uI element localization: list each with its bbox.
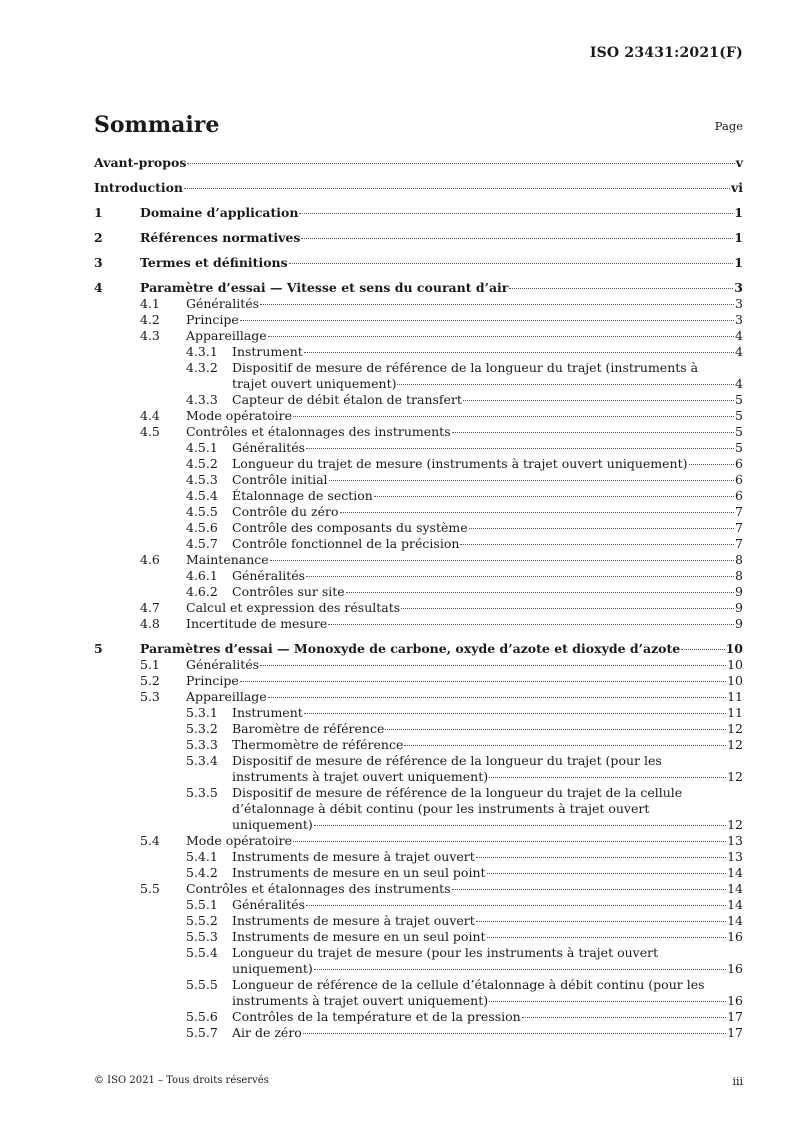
toc-entry[interactable] [94,929,743,945]
toc-entry-number: 5.5.1 [186,897,218,912]
toc-leader-dots [293,841,726,842]
toc-leader-dots [301,238,733,239]
toc-entry-number: 5 [94,641,103,656]
toc-entry[interactable] [94,865,743,881]
toc-entry-title: Instruments de mesure en un seul point [232,929,486,944]
toc-entry-number: 4.6 [140,552,160,567]
toc-entry-page: 9 [735,584,743,599]
toc-entry-title: Longueur du trajet de mesure (pour les instruments à trajet ouvert [232,945,659,960]
toc-leader-dots [489,1001,726,1002]
toc-entry-title: Paramètre d’essai — Vitesse et sens du courant d’air [140,280,509,295]
toc-leader-dots [306,905,726,906]
toc-entry-title: Instruments de mesure à trajet ouvert [232,913,475,928]
toc-entry-title: Dispositif de mesure de référence de la longueur du trajet (instruments à [232,360,699,375]
page-column-label: Page [714,119,743,133]
toc-entry-title: Introduction [94,180,184,195]
toc-entry[interactable] [94,392,743,408]
toc-entry-number: 4.1 [140,296,160,311]
toc-entry-title: Dispositif de mesure de référence de la longueur du trajet (pour les [232,753,662,768]
toc-entry-page: 12 [727,721,743,736]
toc-entry[interactable] [94,737,743,753]
toc-entry-page: 8 [735,568,743,583]
toc-entry[interactable] [94,801,743,817]
toc-entry-page: 6 [735,488,743,503]
toc-entry[interactable] [94,568,743,584]
toc-entry[interactable] [94,849,743,865]
toc-entry[interactable] [94,180,743,196]
toc-entry-page: 14 [727,913,743,928]
toc-entry[interactable] [94,641,743,657]
toc-leader-dots [487,937,727,938]
toc-entry-page: 12 [727,817,743,832]
toc-entry-number: 5.1 [140,657,160,672]
toc-entry-title: Instruments de mesure en un seul point [232,865,486,880]
toc-leader-dots [187,163,734,164]
toc-entry[interactable] [94,993,743,1009]
toc-entry-number: 5.2 [140,673,160,688]
toc-entry-number: 5.4.2 [186,865,218,880]
toc-entry[interactable] [94,155,743,171]
toc-entry[interactable] [94,456,743,472]
toc-entry-page: 11 [727,689,743,704]
toc-leader-dots [304,352,734,353]
toc-entry-number: 2 [94,230,103,245]
toc-leader-dots [452,889,726,890]
toc-entry-number: 4.5.6 [186,520,218,535]
toc-entry[interactable] [94,1025,743,1041]
toc-entry[interactable] [94,440,743,456]
toc-entry-title: Contrôle des composants du système [232,520,468,535]
toc-entry-page: 1 [734,255,743,270]
toc-entry[interactable] [94,897,743,913]
toc-entry[interactable] [94,408,743,424]
toc-entry-title: uniquement) [232,817,313,832]
toc-entry[interactable] [94,833,743,849]
toc-entry-page: 14 [727,881,743,896]
toc-entry-title: Références normatives [140,230,301,245]
toc-leader-dots [340,512,735,513]
toc-leader-dots [184,188,730,189]
toc-entry-number: 4.5.4 [186,488,218,503]
toc-entry-title: Thermomètre de référence [232,737,404,752]
toc-leader-dots [404,745,726,746]
toc-entry-page: 5 [735,440,743,455]
toc-entry-number: 5.3 [140,689,160,704]
toc-entry[interactable] [94,312,743,328]
toc-leader-dots [299,213,733,214]
toc-entry-title: Contrôle fonctionnel de la précision [232,536,460,551]
toc-entry[interactable] [94,552,743,568]
toc-entry-number: 5.3.5 [186,785,218,800]
table-of-contents [94,155,743,1041]
toc-entry[interactable] [94,360,743,376]
toc-entry[interactable] [94,913,743,929]
toc-entry[interactable] [94,769,743,785]
toc-entry[interactable] [94,280,743,296]
toc-entry-number: 3 [94,255,103,270]
toc-entry-number: 4.5.2 [186,456,218,471]
toc-entry[interactable] [94,472,743,488]
toc-entry[interactable] [94,504,743,520]
toc-leader-dots [681,649,724,650]
toc-leader-dots [240,681,726,682]
toc-entry-number: 4 [94,280,103,295]
toc-entry-page: 16 [727,929,743,944]
toc-entry-number: 4.8 [140,616,160,631]
toc-entry[interactable] [94,205,743,221]
toc-entry[interactable] [94,881,743,897]
toc-entry-number: 5.5.5 [186,977,218,992]
toc-entry-title: uniquement) [232,961,313,976]
toc-leader-dots [270,560,734,561]
toc-entry-page: 1 [734,205,743,220]
toc-entry[interactable] [94,657,743,673]
toc-entry-page: 10 [727,657,743,672]
toc-entry-page: 5 [735,408,743,423]
toc-entry-page: 7 [735,504,743,519]
toc-entry-title: Appareillage [186,328,267,343]
toc-entry[interactable] [94,673,743,689]
toc-leader-dots [689,464,735,465]
toc-entry-title: Généralités [186,657,260,672]
toc-entry[interactable] [94,520,743,536]
toc-leader-dots [374,496,734,497]
toc-entry-page: 9 [735,600,743,615]
toc-entry-title: Instrument [232,344,303,359]
toc-leader-dots [397,384,734,385]
toc-leader-dots [306,576,734,577]
toc-leader-dots [268,697,726,698]
toc-entry-title: Baromètre de référence [232,721,385,736]
toc-entry[interactable] [94,689,743,705]
toc-leader-dots [289,263,734,264]
toc-entry-title: instruments à trajet ouvert uniquement) [232,993,489,1008]
toc-entry[interactable] [94,785,743,801]
toc-entry-title: Termes et définitions [140,255,288,270]
toc-entry-number: 4.4 [140,408,160,423]
toc-entry-page: 11 [727,705,743,720]
toc-entry-number: 4.6.1 [186,568,218,583]
toc-entry[interactable] [94,721,743,737]
toc-entry[interactable] [94,1009,743,1025]
toc-entry[interactable] [94,255,743,271]
toc-entry-title: Dispositif de mesure de référence de la longueur du trajet de la cellule [232,785,683,800]
toc-entry[interactable] [94,584,743,600]
toc-entry[interactable] [94,488,743,504]
toc-leader-dots [260,304,734,305]
document-id: ISO 23431:2021(F) [589,45,743,61]
toc-leader-dots [522,1017,726,1018]
toc-entry-page: 16 [727,961,743,976]
toc-entry-number: 5.5.2 [186,913,218,928]
toc-entry[interactable] [94,296,743,312]
toc-leader-dots [509,288,733,289]
toc-entry-number: 4.5.7 [186,536,218,551]
toc-entry-page: 6 [735,456,743,471]
toc-entry-title: Calcul et expression des résultats [186,600,401,615]
toc-leader-dots [463,400,734,401]
toc-entry-number: 5.5.7 [186,1025,218,1040]
toc-entry[interactable] [94,977,743,993]
toc-entry-page: 5 [735,392,743,407]
toc-leader-dots [460,544,734,545]
toc-entry-title: Contrôles de la température et de la pression [232,1009,521,1024]
toc-entry-number: 5.3.1 [186,705,218,720]
toc-entry[interactable] [94,817,743,833]
toc-entry[interactable] [94,753,743,769]
toc-entry-number: 4.5.5 [186,504,218,519]
toc-entry-title: Généralités [232,897,306,912]
toc-entry-title: Mode opératoire [186,408,292,423]
toc-leader-dots [306,448,734,449]
footer-copyright: © ISO 2021 – Tous droits réservés [94,1075,269,1086]
toc-entry-title: Généralités [186,296,260,311]
toc-leader-dots [452,432,734,433]
toc-entry[interactable] [94,344,743,360]
toc-entry[interactable] [94,230,743,246]
toc-entry-number: 5.4 [140,833,160,848]
toc-entry-page: 3 [735,312,743,327]
toc-leader-dots [304,713,726,714]
toc-entry-title: Air de zéro [232,1025,302,1040]
toc-entry-title: d’étalonnage à débit continu (pour les instruments à trajet ouvert [232,801,650,816]
toc-entry-number: 4.3.1 [186,344,218,359]
toc-entry-title: Contrôles et étalonnages des instruments [186,881,451,896]
toc-entry-title: Instrument [232,705,303,720]
toc-leader-dots [476,921,726,922]
toc-entry-title: Paramètres d’essai — Monoxyde de carbone, oxyde d’azote et dioxyde d’azote [140,641,681,656]
toc-entry-title: Domaine d’application [140,205,299,220]
toc-leader-dots [314,825,726,826]
toc-entry-number: 4.3.2 [186,360,218,375]
toc-leader-dots [260,665,726,666]
toc-entry-number: 5.3.2 [186,721,218,736]
toc-entry-page: 1 [734,230,743,245]
toc-entry-page: vi [730,180,743,195]
toc-entry-title: trajet ouvert uniquement) [232,376,397,391]
toc-entry[interactable] [94,616,743,632]
toc-entry-page: 16 [727,993,743,1008]
toc-entry-page: 14 [727,897,743,912]
toc-entry-title: Contrôles et étalonnages des instruments [186,424,451,439]
toc-entry-page: v [735,155,743,170]
toc-entry-page: 6 [735,472,743,487]
toc-entry-number: 5.5.4 [186,945,218,960]
toc-entry-page: 10 [725,641,743,656]
toc-entry-page: 4 [735,344,743,359]
toc-entry-number: 4.5 [140,424,160,439]
toc-leader-dots [314,969,726,970]
toc-entry-page: 4 [735,376,743,391]
toc-entry-page: 5 [735,424,743,439]
toc-entry-page: 14 [727,865,743,880]
toc-entry-title: Incertitude de mesure [186,616,328,631]
toc-entry-page: 10 [727,673,743,688]
toc-entry-title: Principe [186,673,239,688]
toc-entry-number: 5.3.4 [186,753,218,768]
toc-entry-title: Capteur de débit étalon de transfert [232,392,462,407]
toc-entry-title: Principe [186,312,239,327]
toc-entry[interactable] [94,600,743,616]
toc-leader-dots [303,1033,726,1034]
toc-leader-dots [329,480,734,481]
toc-leader-dots [268,336,734,337]
toc-entry-number: 5.4.1 [186,849,218,864]
toc-entry-number: 1 [94,205,103,220]
toc-entry-number: 5.5.3 [186,929,218,944]
toc-entry-page: 7 [735,520,743,535]
toc-entry[interactable] [94,945,743,961]
toc-leader-dots [476,857,726,858]
toc-entry[interactable] [94,424,743,440]
toc-entry-page: 3 [734,280,743,295]
toc-entry-page: 12 [727,769,743,784]
toc-entry-title: Maintenance [186,552,269,567]
toc-entry-title: Instruments de mesure à trajet ouvert [232,849,475,864]
toc-entry-number: 4.6.2 [186,584,218,599]
toc-entry-number: 4.5.3 [186,472,218,487]
toc-entry[interactable] [94,328,743,344]
toc-leader-dots [328,624,734,625]
toc-entry-title: Étalonnage de section [232,488,373,503]
toc-entry-number: 4.2 [140,312,160,327]
toc-entry-number: 4.7 [140,600,160,615]
toc-entry[interactable] [94,536,743,552]
toc-entry-number: 4.3.3 [186,392,218,407]
toc-entry-title: Généralités [232,568,306,583]
toc-entry-title: instruments à trajet ouvert uniquement) [232,769,489,784]
toc-entry-number: 5.3.3 [186,737,218,752]
page-title: Sommaire [94,112,220,138]
toc-entry-page: 9 [735,616,743,631]
toc-entry-page: 13 [727,833,743,848]
toc-entry-page: 4 [735,328,743,343]
toc-entry-page: 12 [727,737,743,752]
toc-entry-number: 4.3 [140,328,160,343]
toc-entry-title: Contrôle initial [232,472,328,487]
toc-leader-dots [346,592,734,593]
toc-entry[interactable] [94,376,743,392]
toc-entry-number: 5.5.6 [186,1009,218,1024]
toc-entry-number: 5.5 [140,881,160,896]
toc-entry-title: Généralités [232,440,306,455]
toc-entry-page: 8 [735,552,743,567]
toc-entry-page: 13 [727,849,743,864]
toc-entry-page: 7 [735,536,743,551]
toc-entry-page: 17 [727,1009,743,1024]
toc-leader-dots [489,777,726,778]
toc-entry-page: 3 [735,296,743,311]
toc-entry[interactable] [94,961,743,977]
toc-leader-dots [469,528,734,529]
toc-entry-title: Contrôle du zéro [232,504,339,519]
toc-entry-title: Mode opératoire [186,833,292,848]
toc-leader-dots [293,416,734,417]
toc-leader-dots [401,608,734,609]
toc-leader-dots [487,873,727,874]
toc-entry-page: 17 [727,1025,743,1040]
toc-entry-number: 4.5.1 [186,440,218,455]
toc-leader-dots [385,729,726,730]
toc-entry-title: Longueur de référence de la cellule d’étalonnage à débit continu (pour les [232,977,705,992]
toc-entry[interactable] [94,705,743,721]
toc-leader-dots [240,320,734,321]
toc-entry-title: Appareillage [186,689,267,704]
toc-entry-title: Contrôles sur site [232,584,345,599]
footer-page-number: iii [732,1075,743,1088]
toc-entry-title: Avant-propos [94,155,187,170]
toc-entry-title: Longueur du trajet de mesure (instruments à trajet ouvert uniquement) [232,456,688,471]
